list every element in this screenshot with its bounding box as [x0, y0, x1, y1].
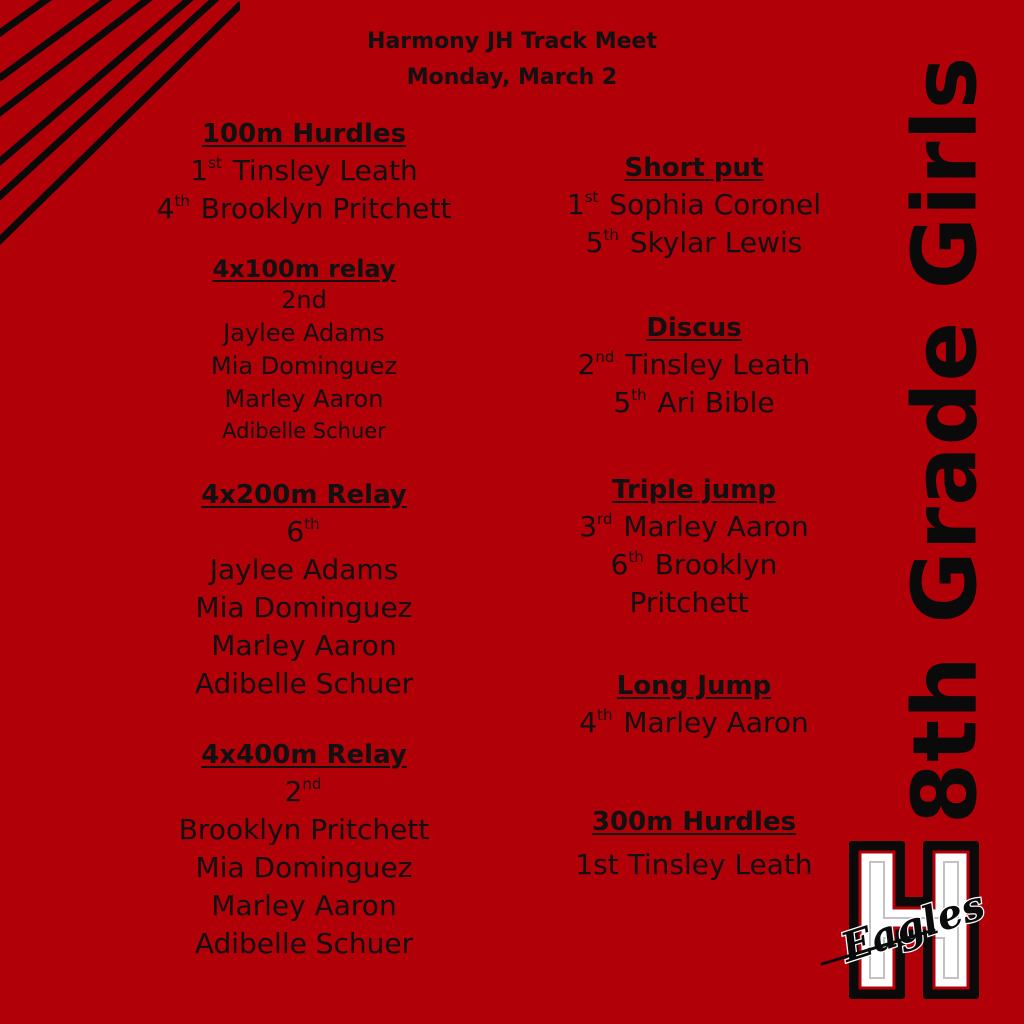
- relay-member: Adibelle Schuer: [222, 419, 386, 443]
- event-title: 4x100m relay: [212, 255, 396, 283]
- logo-eagles-text: Eagles: [835, 881, 991, 972]
- relay-place: 2nd: [281, 286, 327, 314]
- result-line: 5th Ari Bible: [613, 386, 775, 419]
- relay-member: Jaylee Adams: [209, 553, 399, 586]
- result-line: 3rd Marley Aaron: [579, 510, 809, 543]
- event-title: Triple jump: [612, 475, 776, 505]
- event-triple-jump: [494, 472, 894, 622]
- event-title: Discus: [646, 313, 742, 343]
- event-title: Long Jump: [616, 671, 772, 701]
- relay-member: Mia Dominguez: [195, 851, 413, 884]
- result-line: 1st Tinsley Leath: [190, 154, 418, 187]
- relay-member: Marley Aaron: [211, 629, 397, 662]
- relay-member: Adibelle Schuer: [194, 667, 414, 700]
- event-title: 4x200m Relay: [201, 480, 407, 510]
- event-4x100m-relay: [104, 254, 504, 447]
- relay-member: Adibelle Schuer: [194, 927, 414, 960]
- event-title: 300m Hurdles: [591, 807, 797, 837]
- result-line: 4th Marley Aaron: [579, 706, 809, 739]
- eagles-h-logo: [814, 840, 1014, 1000]
- event-long-jump: [494, 668, 894, 742]
- relay-member: Marley Aaron: [211, 889, 397, 922]
- grade-title-text: 8th Grade Girls: [893, 55, 997, 825]
- event-4x400m-relay: [104, 737, 504, 963]
- relay-member: Mia Dominguez: [211, 352, 397, 380]
- event-title: 4x400m Relay: [201, 740, 407, 770]
- event-title: Short put: [624, 153, 764, 183]
- right-column: [494, 150, 894, 910]
- result-line: 1st Tinsley Leath: [575, 848, 813, 881]
- relay-member: Marley Aaron: [224, 385, 384, 413]
- meet-title: Harmony JH Track Meet: [367, 29, 657, 54]
- result-line: 2nd Tinsley Leath: [577, 348, 811, 381]
- event-100m-hurdles: [104, 116, 504, 228]
- meet-header: [312, 24, 712, 96]
- event-4x200m-relay: [104, 477, 504, 703]
- event-title: 100m Hurdles: [201, 119, 407, 149]
- grade-title-vertical: [870, 55, 1020, 825]
- relay-place: 2nd: [284, 775, 322, 808]
- result-line: 1st Sophia Coronel: [566, 188, 822, 221]
- event-discus: [494, 310, 894, 422]
- result-line: 6th Brooklyn: [610, 548, 778, 581]
- result-line: 4th Brooklyn Pritchett: [156, 192, 452, 225]
- relay-member: Mia Dominguez: [195, 591, 413, 624]
- event-short-put: [494, 150, 894, 262]
- relay-place: 6th: [286, 515, 320, 548]
- result-line-continued: Pritchett: [629, 586, 749, 619]
- relay-member: Brooklyn Pritchett: [178, 813, 430, 846]
- result-line: 5th Skylar Lewis: [585, 226, 803, 259]
- meet-date: Monday, March 2: [406, 65, 618, 90]
- relay-member: Jaylee Adams: [223, 319, 385, 347]
- left-column: [104, 116, 504, 989]
